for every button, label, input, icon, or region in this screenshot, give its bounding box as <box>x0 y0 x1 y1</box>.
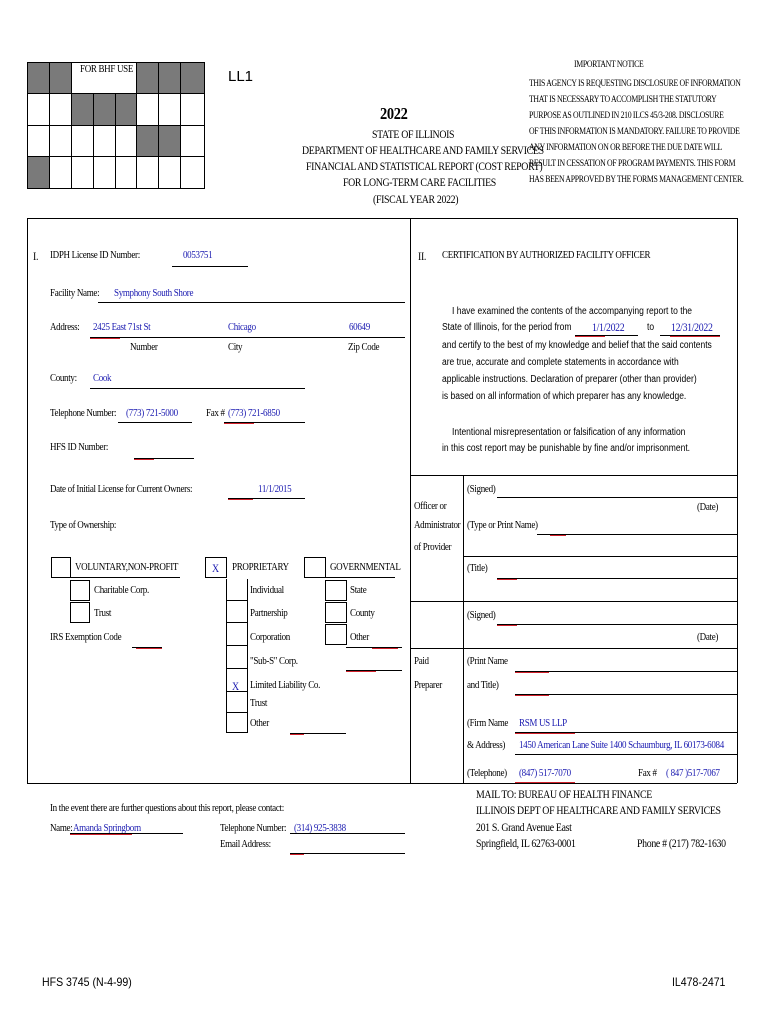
license-label: IDPH License ID Number: <box>50 249 140 261</box>
grid-cell <box>49 62 72 94</box>
frame-bottom-line <box>27 783 737 784</box>
grid-cell <box>93 125 116 157</box>
address-label: Address: <box>50 321 80 333</box>
county-value[interactable]: Cook <box>93 372 112 384</box>
paid-block-top <box>410 648 737 649</box>
governmental-checkbox[interactable] <box>304 557 326 578</box>
address-underline <box>90 337 405 338</box>
contact-name-value[interactable]: Amanda Springborn <box>73 822 141 834</box>
form-year: 2022 <box>380 104 408 123</box>
period-to-red-mark <box>670 336 720 337</box>
type-print-underline[interactable] <box>537 534 737 535</box>
charitable-checkbox[interactable] <box>70 580 90 601</box>
section-one-numeral: I. <box>33 249 39 263</box>
license-value[interactable]: 0053751 <box>183 249 213 261</box>
cert-line: applicable instructions. Declaration of preparer (other than provider) <box>442 374 697 385</box>
grid-cell <box>49 93 72 126</box>
trust2-label[interactable]: Trust <box>250 697 268 709</box>
corporation-label[interactable]: Corporation <box>250 631 290 643</box>
contact-name-label: Name: <box>50 822 73 834</box>
grid-cell <box>158 93 181 126</box>
license-underline <box>172 266 248 267</box>
proprietary-check-mark: X <box>212 561 219 575</box>
preparer-label: Preparer <box>414 679 442 691</box>
grid-cell <box>93 93 116 126</box>
ll1-label: LL1 <box>228 68 254 85</box>
facility-underline <box>98 302 405 303</box>
date-label: (Date) <box>697 501 719 513</box>
title-state: STATE OF ILLINOIS <box>372 127 455 141</box>
title-top-line <box>463 556 737 557</box>
zip-caption: Zip Code <box>348 341 380 353</box>
notice-line: THAT IS NECESSARY TO ACCOMPLISH THE STATUTORY <box>529 95 717 105</box>
preparer-tel-red-mark <box>515 782 575 783</box>
grid-cell <box>180 156 205 189</box>
hfs-label: HFS ID Number: <box>50 441 109 453</box>
other2-red-mark <box>372 648 398 649</box>
section-two-title: CERTIFICATION BY AUTHORIZED FACILITY OFFICER <box>442 249 651 261</box>
address-red-mark <box>90 338 120 339</box>
grid-cell <box>71 125 94 157</box>
signature-block-divider <box>463 475 464 783</box>
trust-label: Trust <box>94 607 112 619</box>
street-value[interactable]: 2425 East 71st St <box>93 321 151 333</box>
title-report: FINANCIAL AND STATISTICAL REPORT (COST REPORT) <box>306 159 543 173</box>
grid-cell <box>115 125 137 157</box>
form-number: HFS 3745 (N-4-99) <box>42 975 132 989</box>
notice-line: OF THIS INFORMATION IS MANDATORY. FAILURE TO PROVIDE <box>529 127 740 137</box>
county-checkbox[interactable] <box>325 602 347 623</box>
city-value[interactable]: Chicago <box>228 321 256 333</box>
other-red-mark <box>290 734 304 735</box>
officer-label: Officer or <box>414 500 447 512</box>
phone-underline <box>118 422 192 423</box>
notice-line: HAS BEEN APPROVED BY THE FORMS MANAGEMENT CENTER. <box>529 175 744 185</box>
mail-line: ILLINOIS DEPT OF HEALTHCARE AND FAMILY SERVICES <box>476 803 721 817</box>
period-to-value[interactable]: 12/31/2022 <box>671 320 713 334</box>
preparer-block-top <box>410 601 737 602</box>
grid-cell <box>27 125 50 157</box>
individual-label[interactable]: Individual <box>250 584 284 596</box>
trust-checkbox[interactable] <box>70 602 90 623</box>
period-to-word: to <box>647 322 655 333</box>
fax-label: Fax # <box>206 407 225 419</box>
mail-line: Springfield, IL 62763-0001 <box>476 836 576 850</box>
charitable-label: Charitable Corp. <box>94 584 149 596</box>
warning-line: in this cost report may be punishable by fine and/or imprisonment. <box>442 443 691 454</box>
type-print-red-mark <box>550 535 566 536</box>
column-divider <box>226 732 248 733</box>
initial-license-red-mark <box>228 499 253 500</box>
and-title-label: and Title) <box>467 679 499 691</box>
proprietary-label: PROPRIETARY <box>232 561 289 573</box>
print-name-red-mark <box>515 672 549 673</box>
phone-value[interactable]: (773) 721-5000 <box>126 407 178 419</box>
notice-line: THIS AGENCY IS REQUESTING DISCLOSURE OF INFORMATION <box>529 79 741 89</box>
grid-cell <box>49 156 72 189</box>
notice-line: ANY INFORMATION ON OR BEFORE THE DUE DATE WILL <box>529 143 722 153</box>
mail-phone: Phone # (217) 782-1630 <box>637 836 726 850</box>
period-from-value[interactable]: 1/1/2022 <box>592 320 625 334</box>
cert-line: State of Illinois, for the period from <box>442 322 572 333</box>
proprietary-check-column <box>226 579 248 732</box>
county-label: County: <box>50 372 77 384</box>
grid-cell <box>71 93 94 126</box>
mail-line: 201 S. Grand Avenue East <box>476 820 572 834</box>
email-red-mark <box>290 854 304 855</box>
date2-label: (Date) <box>697 631 719 643</box>
voluntary-checkbox[interactable] <box>51 557 71 578</box>
grid-cell <box>27 156 50 189</box>
grid-cell <box>136 125 159 157</box>
cert-line: and certify to the best of my knowledge and belief that the said contents <box>442 340 712 351</box>
firm-value[interactable]: RSM US LLP <box>519 717 567 729</box>
phone-label: Telephone Number: <box>50 407 117 419</box>
state-checkbox[interactable] <box>325 580 347 601</box>
title-underline[interactable] <box>497 578 737 579</box>
city-caption: City <box>228 341 243 353</box>
title-fiscal: (FISCAL YEAR 2022) <box>373 192 459 206</box>
frame-middle-line <box>410 218 411 783</box>
warning-line: Intentional misrepresentation or falsification of any information <box>452 427 686 438</box>
grid-cell <box>158 156 181 189</box>
llc-check-mark: X <box>232 679 239 693</box>
column-divider <box>226 645 248 646</box>
section-two-numeral: II. <box>418 249 427 263</box>
county2-label: County <box>350 607 375 619</box>
zip-value[interactable]: 60649 <box>349 321 370 333</box>
signed2-underline[interactable] <box>497 624 737 625</box>
state-label: State <box>350 584 367 596</box>
firm-address-label: & Address) <box>467 739 506 751</box>
fax-red-mark <box>224 423 254 424</box>
grid-cell <box>136 62 159 94</box>
preparer-tel-value[interactable]: (847) 517-7070 <box>519 767 571 779</box>
contact-phone-value[interactable]: (314) 925-3838 <box>294 822 346 834</box>
grid-cell <box>180 125 205 157</box>
type-print-label: (Type or Print Name) <box>467 519 538 531</box>
firm-red-mark <box>515 733 575 734</box>
county-underline <box>90 388 305 389</box>
title-red-mark <box>497 579 517 580</box>
sub-s-label[interactable]: "Sub-S" Corp. <box>250 655 298 667</box>
officer-label: of Provider <box>414 541 452 553</box>
grid-cell <box>27 93 50 126</box>
email-underline[interactable] <box>290 853 405 854</box>
other-gov-checkbox[interactable] <box>325 624 347 645</box>
email-label: Email Address: <box>220 838 271 850</box>
and-title-red-mark <box>515 695 549 696</box>
grid-cell <box>115 156 137 189</box>
firm-address-value[interactable]: 1450 American Lane Suite 1400 Schaumburg, IL 60173-6084 <box>519 739 724 751</box>
irs-label: IRS Exemption Code <box>50 631 122 643</box>
llc-label[interactable]: Limited Liability Co. <box>250 679 321 691</box>
firm-label: (Firm Name <box>467 717 509 729</box>
signed-underline[interactable] <box>497 497 737 498</box>
other2-second-red-mark <box>346 671 376 672</box>
column-divider <box>226 668 248 669</box>
grid-cell <box>180 62 205 94</box>
grid-cell <box>180 93 205 126</box>
other-label[interactable]: Other <box>250 717 269 729</box>
cert-line: I have examined the contents of the accompanying report to the <box>452 306 693 317</box>
grid-cell <box>136 156 159 189</box>
grid-cell <box>93 156 116 189</box>
contact-phone-underline <box>290 833 405 834</box>
signed2-label: (Signed) <box>467 609 496 621</box>
form-code: IL478-2471 <box>672 975 726 989</box>
signed2-red-mark <box>497 625 517 626</box>
signature-block-top <box>410 475 737 476</box>
paid-label: Paid <box>414 655 429 667</box>
governmental-label: GOVERNMENTAL <box>330 561 401 573</box>
initial-license-label: Date of Initial License for Current Owners: <box>50 483 193 495</box>
grid-cell <box>115 93 137 126</box>
contact-phone-label: Telephone Number: <box>220 822 287 834</box>
ownership-label: Type of Ownership: <box>50 519 117 531</box>
officer-label: Administrator <box>414 519 461 531</box>
column-divider <box>226 600 248 601</box>
bhf-use-label: FOR BHF USE <box>80 63 134 75</box>
contact-name-red-mark <box>70 834 132 835</box>
initial-license-value[interactable]: 11/1/2015 <box>258 483 292 495</box>
preparer-tel-label: (Telephone) <box>467 767 507 779</box>
hfs-red-mark <box>134 459 154 460</box>
notice-line: RESULT IN CESSATION OF PROGRAM PAYMENTS. THIS FORM <box>529 159 736 169</box>
grid-cell <box>71 156 94 189</box>
signed-label: (Signed) <box>467 483 496 495</box>
grid-cell <box>27 62 50 94</box>
mail-line: MAIL TO: BUREAU OF HEALTH FINANCE <box>476 787 652 801</box>
other2-label: Other <box>350 631 369 643</box>
questions-text: In the event there are further questions about this report, please contact: <box>50 802 284 814</box>
column-divider <box>226 712 248 713</box>
preparer-fax-label: Fax # <box>638 767 657 779</box>
facility-value[interactable]: Symphony South Shore <box>114 287 194 299</box>
fax-value[interactable]: (773) 721-6850 <box>228 407 280 419</box>
frame-right-line <box>737 218 738 783</box>
governmental-underline <box>325 577 395 578</box>
title-for: FOR LONG-TERM CARE FACILITIES <box>343 175 496 189</box>
partnership-label[interactable]: Partnership <box>250 607 288 619</box>
print-name-label: (Print Name <box>467 655 508 667</box>
voluntary-underline <box>70 577 180 578</box>
frame-left-line <box>27 218 28 783</box>
facility-label: Facility Name: <box>50 287 100 299</box>
grid-cell <box>136 93 159 126</box>
frame-top-line <box>27 218 737 219</box>
title-label: (Title) <box>467 562 488 574</box>
number-caption: Number <box>130 341 158 353</box>
notice-line: PURPOSE AS OUTLINED IN 210 ILCS 45/3-208. DISCLOSURE <box>529 111 724 121</box>
grid-cell <box>49 125 72 157</box>
notice-title: IMPORTANT NOTICE <box>574 60 644 70</box>
title-dept: DEPARTMENT OF HEALTHCARE AND FAMILY SERVICES <box>302 143 544 157</box>
cert-line: is based on all information of which preparer has any knowledge. <box>442 391 687 402</box>
cert-line: are true, accurate and complete statements in accordance with <box>442 357 679 368</box>
firm-address-underline <box>515 754 737 755</box>
period-from-red-mark <box>575 336 605 337</box>
grid-cell <box>158 125 181 157</box>
preparer-fax-value[interactable]: ( 847 )517-7067 <box>666 767 720 779</box>
grid-cell <box>158 62 181 94</box>
voluntary-label: VOLUNTARY,NON-PROFIT <box>75 561 179 573</box>
irs-red-mark <box>136 648 162 649</box>
column-divider <box>226 622 248 623</box>
